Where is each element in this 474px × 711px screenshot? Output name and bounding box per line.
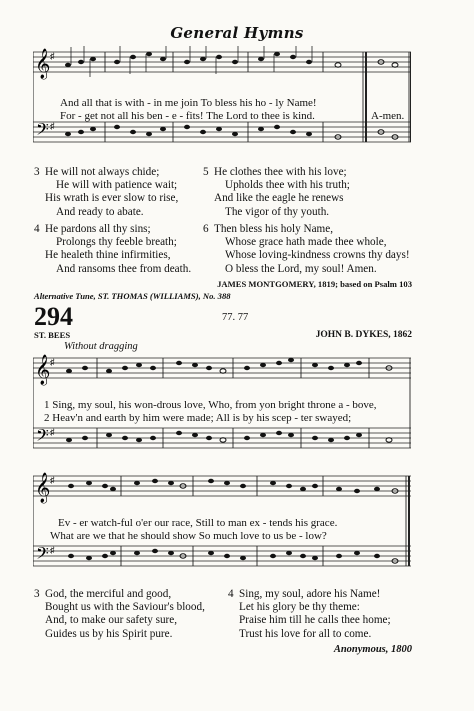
stanza-line: And ransoms thee from death. [56, 262, 192, 275]
lyrics-294-s2-line-2: What are we that he should show So much love to us be - low? [50, 530, 327, 542]
bass-clef: 𝄢 [36, 119, 49, 143]
hymn-meter: 77. 77 [222, 312, 249, 323]
lyrics-294-s1-line-2: 2 Heav'n and earth by him were made; All is by his scep - ter swayed; [44, 412, 352, 424]
running-header: General Hymns [170, 24, 304, 42]
stanza-number: 4 [228, 588, 234, 600]
stanza-293-5 [203, 166, 443, 219]
lyrics-294-s1-line-1: 1 Sing, my soul, his won-drous love, Who, from yon bright throne a - bove, [44, 399, 377, 411]
stanza-line: Prolongs thy feeble breath; [56, 236, 177, 249]
author-credit-294: Anonymous, 1800 [333, 644, 412, 655]
stanza-line: His wrath is ever slow to rise, [45, 192, 179, 205]
stanza-line: He clothes thee with his love; [214, 166, 347, 178]
notes-293 [65, 52, 398, 139]
svg-text:♯: ♯ [50, 121, 55, 131]
stanza-line: Whose grace hath made thee whole, [225, 236, 387, 249]
svg-text:𝄢: 𝄢 [36, 425, 49, 449]
hymn-number: 294 [34, 302, 73, 331]
stanza-line: He healeth thine infirmities, [45, 249, 171, 262]
svg-text:♯: ♯ [50, 475, 55, 485]
stanza-line: Guides us by his Spirit pure. [45, 627, 173, 640]
stanza-line: He will not always chide; [45, 166, 160, 178]
stanza-line: And, to make our safety sure, [45, 614, 178, 627]
stanza-line: Let his glory be thy theme: [239, 601, 360, 614]
stanza-line: And ready to abate. [56, 205, 144, 218]
stanza-line: He will with patience wait; [56, 179, 178, 192]
stanza-line: Sing, my soul, adore his Name! [239, 588, 381, 600]
stanza-line: Bought us with the Saviour's blood, [45, 601, 205, 614]
stanza-line: And like the eagle he renews [214, 192, 344, 205]
lyrics-293-line-1: And all that is with - in me join To bless his ho - ly Name! [60, 97, 317, 109]
composer-credit: JOHN B. DYKES, 1862 [315, 330, 412, 340]
svg-text:𝄢: 𝄢 [36, 543, 49, 567]
lyrics-293-line-2: For - get not all his ben - e - fits! The Lord to thee is kind. [60, 110, 315, 122]
amen-293: A-men. [371, 110, 405, 122]
stanza-number: 4 [34, 223, 40, 235]
stanza-line: The vigor of thy youth. [225, 205, 330, 218]
svg-text:𝄞: 𝄞 [35, 355, 51, 385]
stanza-line: Trust his love for all to come. [239, 627, 372, 640]
stanza-line: He pardons all thy sins; [45, 223, 151, 235]
stanza-number: 6 [203, 223, 209, 235]
stanza-294-3 [34, 588, 244, 641]
lyrics-294-s2-line-1: Ev - er watch-ful o'er our race, Still to man ex - tends his grace. [58, 517, 338, 529]
bass-staff [33, 122, 411, 142]
stanza-line: God, the merciful and good, [45, 588, 172, 600]
stanza-number: 3 [34, 588, 40, 600]
svg-text:♯: ♯ [50, 545, 55, 555]
svg-text:𝄞: 𝄞 [35, 473, 51, 503]
stanza-line: Whose loving-kindness crowns thy days! [225, 249, 410, 262]
stanza-number: 3 [34, 166, 40, 178]
stanza-293-6 [203, 223, 443, 276]
alternative-tune-293: Alternative Tune, ST. THOMAS (WILLIAMS), No. 388 [34, 291, 231, 301]
treble-staff [33, 476, 411, 496]
stanza-line: O bless the Lord, my soul! Amen. [225, 262, 377, 275]
svg-text:♯: ♯ [50, 427, 55, 437]
stanza-line: Then bless his holy Name, [214, 223, 334, 235]
svg-text:♯: ♯ [50, 357, 55, 367]
treble-staff [33, 358, 411, 378]
key-sharp: ♯ [50, 51, 55, 61]
treble-clef: 𝄞 [35, 49, 51, 79]
stanza-line: Praise him till he calls thee home; [239, 614, 391, 627]
tempo-marking: Without dragging [64, 341, 138, 352]
stanza-294-4 [228, 588, 428, 641]
tune-name: ST. BEES [34, 330, 71, 340]
stanza-number: 5 [203, 166, 209, 178]
author-credit-293: JAMES MONTGOMERY, 1819; based on Psalm 103 [217, 279, 412, 289]
stanza-line: Upholds thee with his truth; [225, 179, 350, 192]
